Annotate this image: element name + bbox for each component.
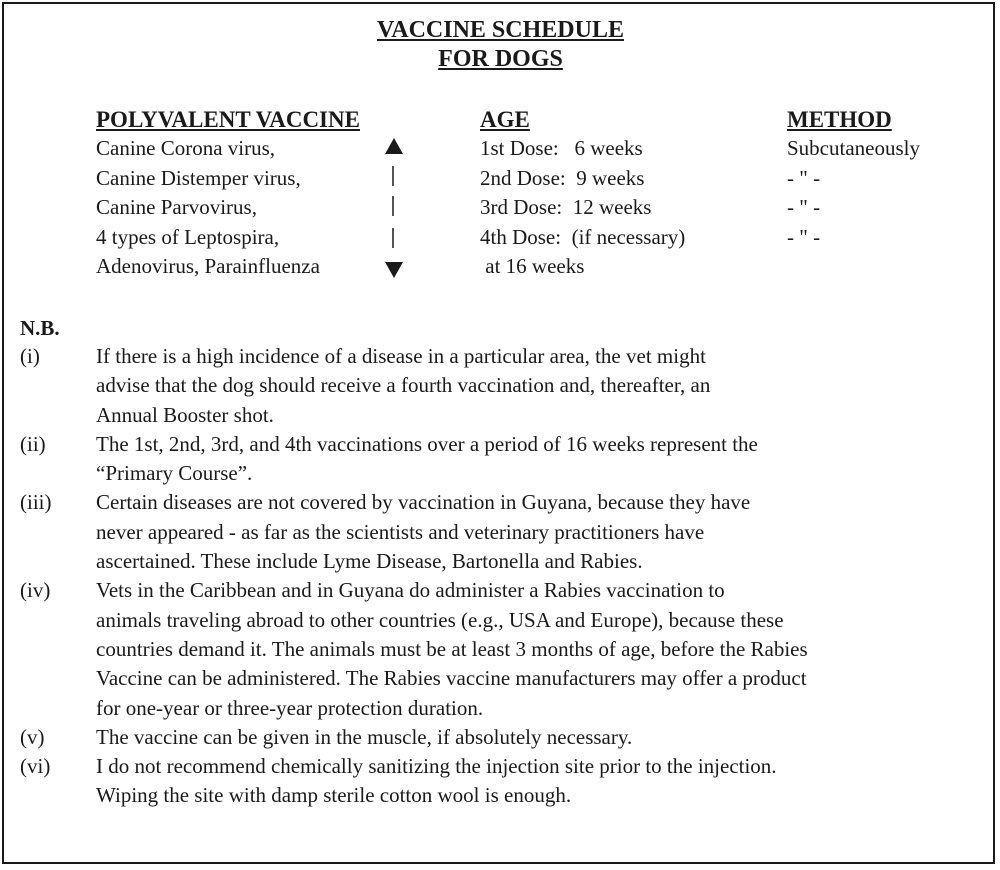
- vaccine-bracket-arrow-icon: [376, 136, 412, 284]
- vaccine-item: Adenovirus, Parainfluenza: [96, 254, 320, 279]
- notes-list: [20, 342, 985, 811]
- document-subtitle: FOR DOGS: [438, 46, 563, 72]
- vaccine-item: 4 types of Leptospira,: [96, 224, 280, 249]
- vaccine-column: [96, 105, 360, 282]
- note-item: [20, 723, 985, 752]
- note-number: (ii): [20, 431, 46, 456]
- note-text: Vets in the Caribbean and in Guyana do administer a Rabies vaccination to animals traveling abroad to other countries (e.g., USA and Europe), because these countries demand it. The animals must be at least 3 months of age, before the Rabies Vaccine can be administered. The Rabies vaccine manufacturers may offer a product for one-year or three-year protection duration.: [96, 578, 808, 720]
- note-number: (v): [20, 724, 45, 749]
- method-item: - " -: [787, 195, 821, 220]
- age-item: 2nd Dose: 9 weeks: [480, 165, 645, 190]
- age-header: AGE: [480, 107, 530, 132]
- document-title: VACCINE SCHEDULE: [377, 17, 624, 43]
- age-item: 3rd Dose: 12 weeks: [480, 195, 652, 220]
- note-item: [20, 430, 985, 489]
- note-text: Certain diseases are not covered by vaccination in Guyana, because they have never appeared - as far as the scientists and veterinary practitioners have ascertained. These include Lyme Disease, Bartonella and Rabies.: [96, 490, 751, 574]
- note-item: [20, 752, 985, 811]
- method-item: - " -: [787, 224, 821, 249]
- note-item: [20, 342, 985, 430]
- method-item: Subcutaneously: [787, 136, 920, 160]
- age-column: [480, 105, 685, 282]
- age-item: 1st Dose: 6 weeks: [480, 136, 643, 160]
- nb-label: N.B.: [20, 316, 60, 340]
- note-text: The 1st, 2nd, 3rd, and 4th vaccinations over a period of 16 weeks represent the “Primary Course”.: [96, 431, 758, 486]
- note-number: (i): [20, 344, 40, 368]
- note-number: (iii): [20, 490, 52, 515]
- note-item: [20, 488, 985, 576]
- method-header: METHOD: [787, 107, 892, 132]
- note-text: If there is a high incidence of a disease in a particular area, the vet might advise that the dog should receive a fourth vaccination and, thereafter, an Annual Booster shot.: [96, 344, 711, 427]
- age-item: 4th Dose: (if necessary): [480, 224, 686, 249]
- method-column: [787, 105, 920, 252]
- note-text: The vaccine can be given in the muscle, if absolutely necessary.: [96, 724, 633, 749]
- vaccine-item: Canine Distemper virus,: [96, 165, 301, 190]
- document-frame: [2, 2, 995, 864]
- note-number: (vi): [20, 754, 51, 779]
- note-number: (iv): [20, 578, 51, 603]
- vaccine-item: Canine Corona virus,: [96, 136, 276, 160]
- vaccine-header: POLYVALENT VACCINE: [96, 107, 360, 132]
- age-item: at 16 weeks: [480, 254, 585, 279]
- note-item: [20, 576, 985, 722]
- vaccine-item: Canine Parvovirus,: [96, 195, 257, 220]
- note-text: I do not recommend chemically sanitizing the injection site prior to the injection. Wiping the site with damp sterile cotton wool is enough.: [96, 754, 777, 808]
- method-item: - " -: [787, 165, 821, 190]
